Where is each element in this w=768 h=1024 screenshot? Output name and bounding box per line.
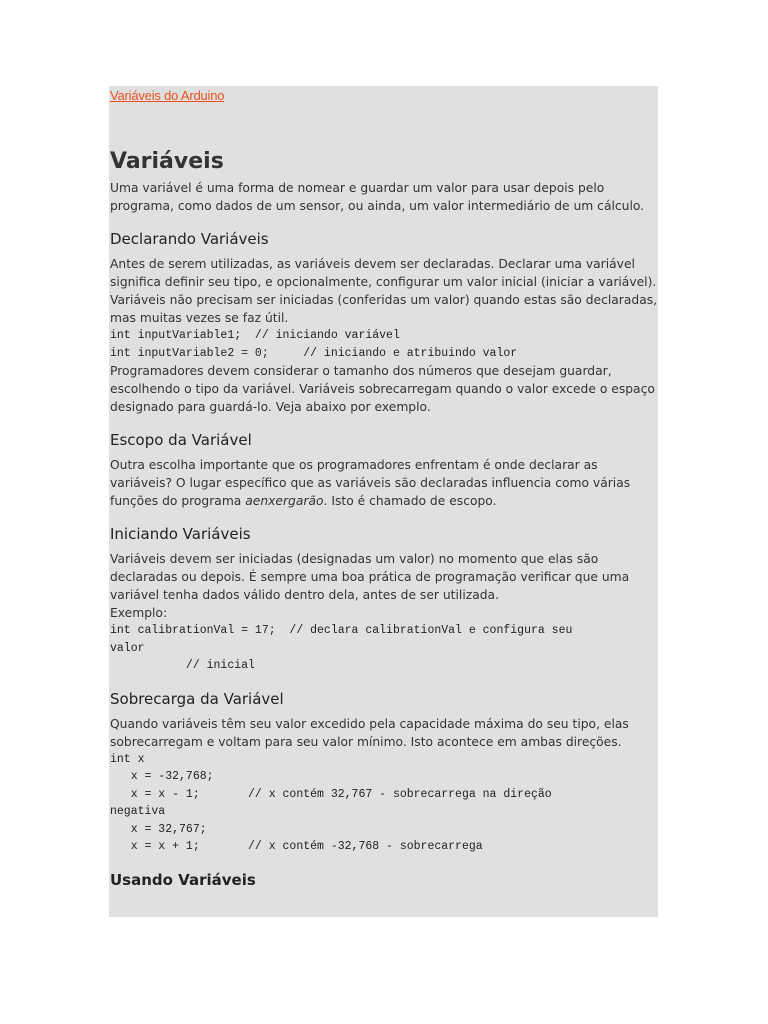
document-content — [109, 88, 658, 890]
escopo-text-b: . Isto é chamado de escopo. — [323, 494, 497, 508]
heading-escopo: Escopo da Variável — [110, 431, 252, 449]
iniciando-code: int calibrationVal = 17; // declara calibrationVal e configura seu valor // inicial — [110, 624, 573, 672]
declarando-paragraph-2: Programadores devem considerar o tamanho dos números que desejam guardar, escolhendo o tipo da variável. Variáveis sobrecarregam quando o valor excede o espaço designado para guardá-lo. Veja abaixo por exemplo. — [110, 364, 655, 414]
page-title: Variáveis — [110, 149, 224, 174]
heading-iniciando: Iniciando Variáveis — [110, 525, 251, 543]
heading-declarando: Declarando Variáveis — [110, 230, 269, 248]
sobrecarga-paragraph: Quando variáveis têm seu valor excedido pela capacidade máxima do seu tipo, elas sobrecarregam e voltam para seu valor mínimo. Isto acontece em ambas direções. — [110, 716, 629, 749]
document-panel — [109, 86, 658, 917]
intro-paragraph: Uma variável é uma forma de nomear e guardar um valor para usar depois pelo programa, como dados de um sensor, ou ainda, um valor intermediário de um cálculo. — [110, 181, 645, 213]
heading-sobrecarga: Sobrecarga da Variável — [110, 689, 284, 708]
sobrecarga-code: int x x = -32,768; x = x - 1; // x contém 32,767 - sobrecarrega na direção negativa x = 32,767; x = x + 1; // x contém -32,768 - sobrecarrega — [110, 752, 552, 853]
example-label: Exemplo: — [110, 606, 168, 620]
escopo-paragraph — [110, 456, 658, 510]
heading-usando: Usando Variáveis — [110, 870, 256, 889]
declarando-code: int inputVariable1; // iniciando variável int inputVariable2 = 0; // iniciando e atribuindo valor — [110, 329, 518, 360]
escopo-text-a: Outra escolha importante que os programadores enfrentam é onde declarar as variáveis? O lugar específico que as variáveis são declaradas influencia como várias funções do programa — [110, 458, 631, 508]
iniciando-paragraph: Variáveis devem ser iniciadas (designadas um valor) no momento que elas são declaradas ou depois. É sempre uma boa prática de programação verificar que uma variável tenha dados válido dentro dela, antes de ser utilizada. — [110, 552, 630, 602]
declarando-paragraph: Antes de serem utilizadas, as variáveis devem ser declaradas. Declarar uma variável significa definir seu tipo, e opcionalmente, configurar um valor inicial (iniciar a variável). Variáveis não precisam ser iniciadas (conferidas um valor) quando estas são declaradas, mas muitas vezes se faz útil. — [110, 257, 658, 325]
escopo-text-em: aenxergarão — [245, 494, 324, 508]
breadcrumb-link[interactable]: Variáveis do Arduino — [110, 88, 225, 103]
